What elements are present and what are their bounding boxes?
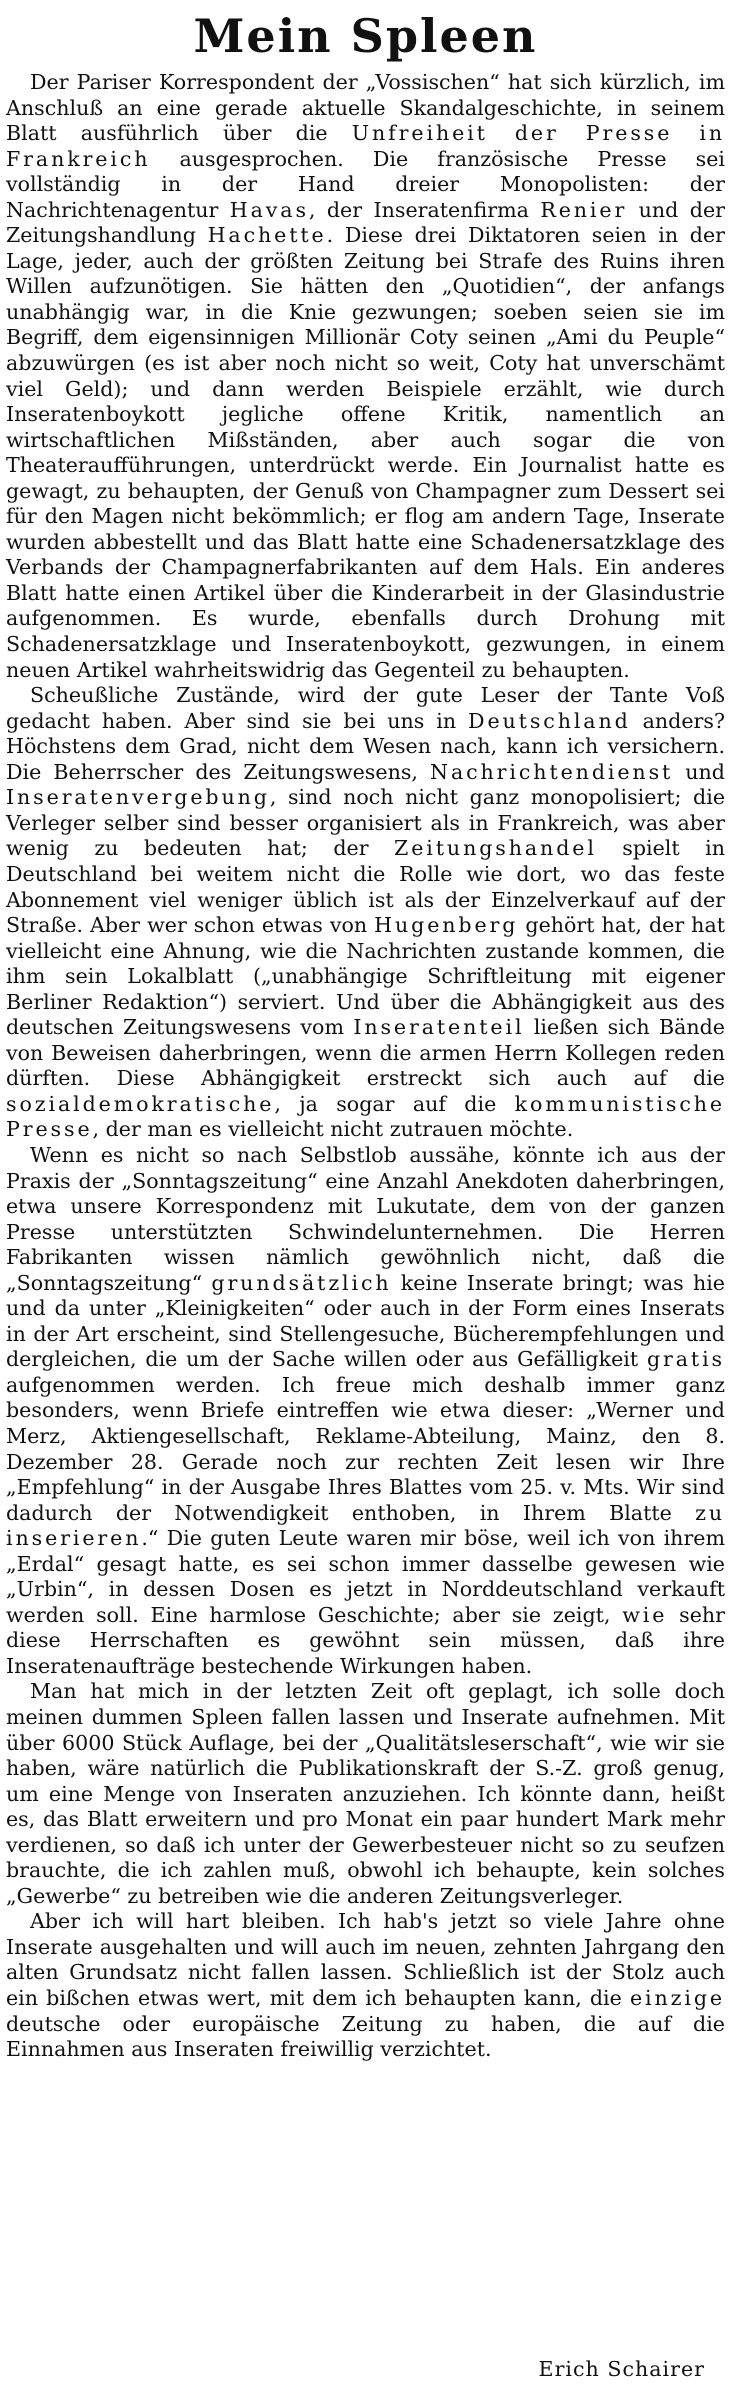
emphasis-text: Hugenberg [374, 913, 519, 938]
body-text: ausgesprochen. Die französische Presse sei vollständig in der Hand dreier Monopolisten: der Nachrichtenagentur [6, 146, 725, 222]
emphasis-text: sozialdemokratische [6, 1091, 275, 1116]
paragraph-5 [6, 1909, 725, 2062]
paragraph-3 [6, 1143, 725, 1679]
emphasis-text: gratis [646, 1347, 725, 1372]
emphasis-text: Deutschland [468, 708, 631, 733]
body-text: , sind noch nicht ganz monopolisiert; die Verleger selber sind besser organisiert als in Frankreich, was aber wenig zu bedeuten hat; der [6, 785, 725, 861]
body-text: , der Inseratenfirma [308, 197, 541, 222]
article-signature: Erich Schairer [538, 2357, 705, 2381]
body-text: . Diese drei Diktatoren seien in der Lage, jeder, auch der größten Zeitung bei Strafe des Ruins ihren Willen aufzunötigen. Sie hätten den „Quotidien“, der anfangs unabhängig war, in die Knie gezwungen; soeben seien sie im Begriff, dem eigensinnigen Millionär Coty seinen „Ami du Peuple“ abzuwürgen (es ist aber noch nicht so weit, Coty hat unverschämt viel Geld); und dann werden Beispiele erzählt, wie durch Inseratenboykott jegliche offene Kritik, namentlich an wirtschaftlichen Mißständen, aber auch sogar die von Theateraufführungen, unterdrückt werde. Ein Journalist hatte es gewagt, zu behaupten, der Genuß von Champagner zum Dessert sei für den Magen nicht bekömmlich; er flog am andern Tage, Inserate wurden abbestellt und das Blatt hatte eine Schadenersatzklage des Verbands der Champagnerfabrikanten auf dem Hals. Ein anderes Blatt hatte einen Artikel über die Kinderarbeit in der Glasindustrie aufgenommen. Es wurde, ebenfalls durch Drohung mit Schadenersatzklage und Inseratenboykott, gezwungen, in einem neuen Artikel wahrheitswidrig das Gegenteil zu behaupten. [6, 223, 725, 682]
emphasis-text: Hachette [207, 223, 327, 248]
emphasis-text: kommunistische Presse [6, 1091, 725, 1142]
body-text: sehr diese Herrschaften es gewöhnt sein müssen, daß ihre Inseratenaufträge bestechende Wirkungen haben. [6, 1602, 725, 1678]
article-title: Mein Spleen [193, 9, 538, 63]
body-text: , ja sogar auf die [274, 1091, 515, 1116]
paragraph-1 [6, 70, 725, 683]
body-text: Scheußliche Zustände, wird der gute Leser der Tante Voß gedacht haben. Aber sind sie bei uns in [6, 683, 725, 733]
paragraph-4 [6, 1679, 725, 1909]
body-text: deutsche oder europäische Zeitung zu haben, die auf die Einnahmen aus Inseraten freiwillig verzichtet. [6, 2011, 725, 2062]
emphasis-text: zu inserieren [6, 1500, 725, 1551]
body-text: und der Zeitungshandlung [6, 197, 725, 248]
emphasis-text: Zeitungshandel [394, 836, 597, 861]
body-text: Wenn es nicht so nach Selbstlob aussähe, könnte ich aus der Praxis der „Sonntagszeitung“ eine Anzahl Anekdoten daherbringen, etwa unsere Korrespondenz mit Lukutate, dem von der ganzen Presse unterstützten Schwindelunternehmen. Die Herren Fabrikanten wissen nämlich gewöhnlich nicht, daß die „Sonntagszeitung“ [6, 1142, 725, 1295]
emphasis-text: Havas [229, 197, 309, 222]
article-body [6, 70, 725, 2063]
emphasis-text: Inseratenteil [353, 1015, 525, 1040]
body-text: gehört hat, der hat vielleicht eine Ahnung, wie die Nachrichten zustande kommen, die ihm sein Lokalblatt („unabhängige Schriftleitung mit eigener Berliner Redaktion“) serviert. Und über die Abhängigkeit aus des deutschen Zeitungswesens vom [6, 913, 725, 1040]
emphasis-text: Unfreiheit der Presse in Frankreich [6, 121, 725, 171]
emphasis-text: Nachrichtendienst [430, 759, 674, 784]
body-text: Der Pariser Korrespondent der „Vossischen“ hat sich kürzlich, im Anschluß an eine gerade aktuelle Skandalgeschichte, in seinem Blatt ausführlich über die [6, 70, 725, 146]
body-text: .“ Die guten Leute waren mir böse, weil ich von ihrem „Erdal“ gesagt hatte, es sei schon immer dasselbe gewesen wie „Urbin“, in dessen Dosen es jetzt in Norddeutschland verkauft werden soll. Eine harmlose Geschichte; aber sie zeigt, [6, 1526, 725, 1627]
body-text: und [673, 759, 725, 784]
emphasis-text: einzige [629, 1986, 725, 2011]
body-text: anders? Höchstens dem Grad, nicht dem Wesen nach, kann ich versichern. Die Beherrscher des Zeitungswesens, [6, 708, 725, 784]
emphasis-text: Renier [540, 197, 628, 222]
emphasis-text: wie [622, 1602, 668, 1627]
body-text: Aber ich will hart bleiben. Ich hab's jetzt so viele Jahre ohne Inserate ausgehalten und will auch im neuen, zehnten Jahrgang den alten Grundsatz nicht fallen lassen. Schließlich ist der Stolz auch ein bißchen etwas wert, mit dem ich behaupten kann, die [6, 1909, 725, 2011]
body-text: spielt in Deutschland bei weitem nicht die Rolle wie dort, wo das feste Abonnement viel weniger üblich ist als der Einzelverkauf auf der Straße. Aber wer schon etwas von [6, 836, 725, 938]
emphasis-text: grundsätzlich [211, 1270, 392, 1295]
body-text: ließen sich Bände von Beweisen daherbringen, wenn die armen Herrn Kollegen reden dürften. Diese Abhängigkeit erstreckt sich auch auf die [6, 1015, 725, 1091]
body-text: keine Inserate bringt; was hie und da unter „Kleinigkeiten“ oder auch in der Form eines Inserats in der Art erscheint, sind Stellengesuche, Bücherempfehlungen und dergleichen, die um der Sache willen oder aus Gefälligkeit [6, 1270, 725, 1372]
body-text: Man hat mich in der letzten Zeit oft geplagt, ich solle doch meinen dummen Spleen fallen lassen und Inserate aufnehmen. Mit über 6000 Stück Auflage, bei der „Qualitätsleserschaft“, wie wir sie haben, wäre natürlich die Publikationskraft der S.-Z. groß genug, um eine Menge von Inseraten anzuziehen. Ich könnte dann, heißt es, das Blatt erweitern und pro Monat ein paar hundert Mark mehr verdienen, so daß ich unter der Gewerbesteuer nicht so zu seufzen brauchte, die ich zahlen muß, obwohl ich behaupte, kein solches „Gewerbe“ zu betreiben wie die anderen Zeitungsverleger. [6, 1679, 725, 1908]
body-text: , der man es vielleicht nicht zutrauen möchte. [92, 1117, 574, 1142]
emphasis-text: Inseratenvergebung [6, 785, 270, 810]
paragraph-2 [6, 683, 725, 1143]
body-text: aufgenommen werden. Ich freue mich deshalb immer ganz besonders, wenn Briefe eintreffen wie etwa dieser: „Werner und Merz, Aktiengesellschaft, Reklame-Abteilung, Mainz, den 8. Dezember 28. Gerade noch zur rechten Zeit lesen wir Ihre „Empfehlung“ in der Ausgabe Ihres Blattes vom 25. v. Mts. Wir sind dadurch der Notwendigkeit enthoben, in Ihrem Blatte [6, 1372, 725, 1525]
